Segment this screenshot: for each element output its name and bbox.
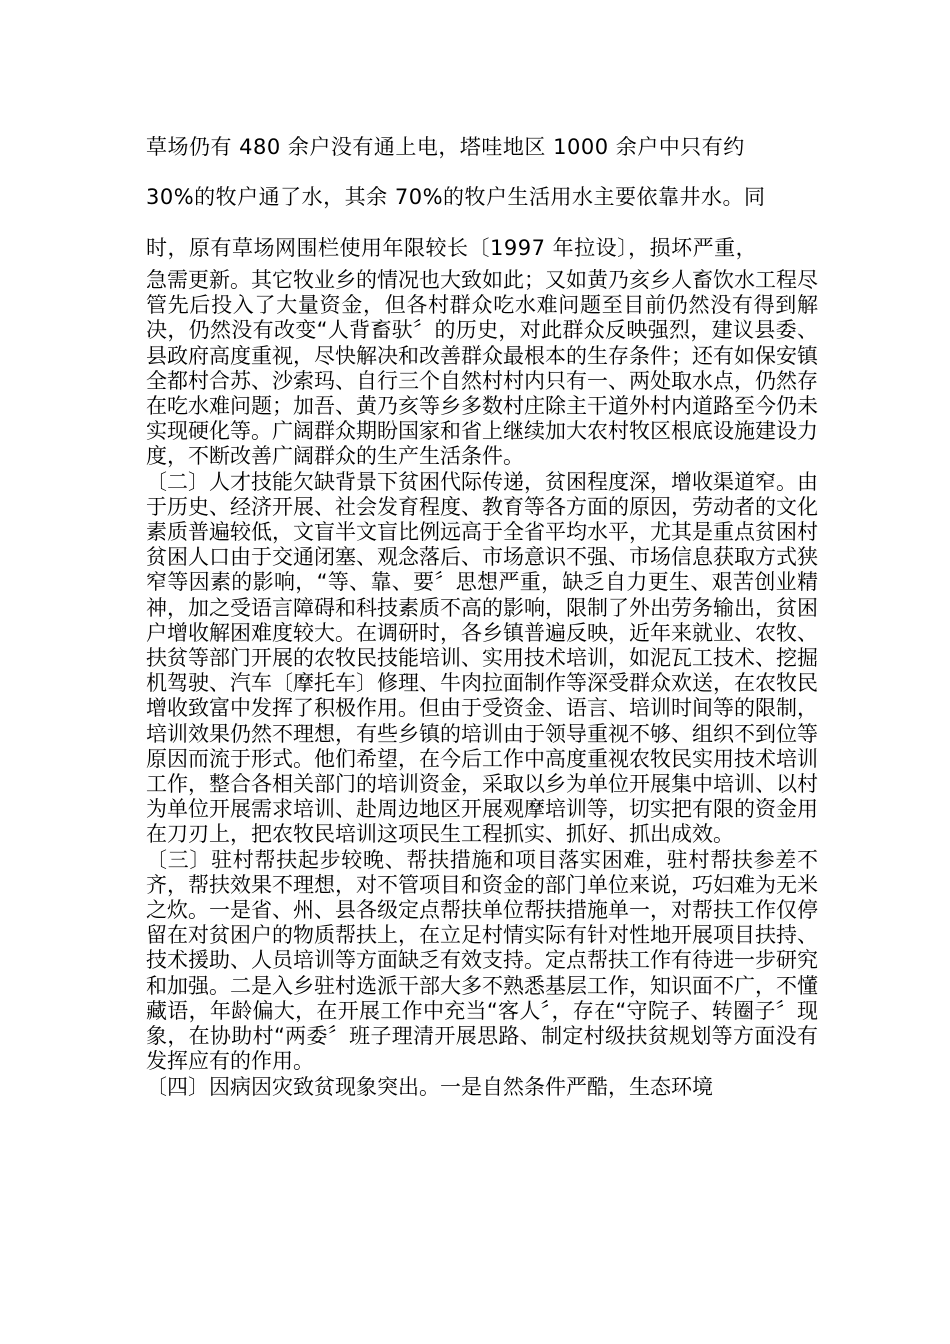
paragraph-section-two: 〔二〕人才技能欠缺背景下贫困代际传递，贫困程度深，增收渠道窄。由于历史、经济开展、社会发育程度、教育等各方面的原因，劳动者的文化素质普遍较低，文盲半文盲比例远高于全省平均水平，尤其是重点贫困村贫困人口由于交通闭塞、观念落后、市场意识不强、市场信息获取方式狭窄等因素的影响，“等、靠、要〞思想严重，缺乏自力更生、艰苦创业精神，加之受语言障碍和科技素质不高的影响，限制了外出劳务输出，贫困户增收解困难度较大。在调研时，各乡镇普遍反映，近年来就业、农牧、扶贫等部门开展的农牧民技能培训、实用技术培训，如泥瓦工技术、挖掘机驾驶、汽车〔摩托车〕修理、牛肉拉面制作等深受群众欢送，在农牧民增收致富中发挥了积极作用。但由于受资金、语言、培训时间等的限制，培训效果仍然不理想，有些乡镇的培训由于领导重视不够、组织不到位等原因而流于形式。他们希望，在今后工作中高度重视农牧民实用技术培训工作，整合各相关部门的培训资金，采取以乡为单位开展集中培训、以村为单位开展需求培训、赴周边地区开展观摩培训等，切实把有限的资金用在刀刃上，把农牧民培训这项民生工程抓实、抓好、抓出成效。 <box>146 469 818 847</box>
text-line-1: 草场仍有 480 余户没有通上电，塔哇地区 1000 余户中只有约 <box>146 135 745 159</box>
text-line-3: 时，原有草场网围栏使用年限较长〔1997 年拉设〕，损坏严重， <box>146 236 758 260</box>
paragraph-section-four: 〔四〕因病因灾致贫现象突出。一是自然条件严酷，生态环境 <box>146 1074 713 1099</box>
text-line-2: 30%的牧户通了水，其余 70%的牧户生活用水主要依靠井水。同 <box>146 185 766 209</box>
document-body <box>146 268 818 1100</box>
paragraph-section-three: 〔三〕驻村帮扶起步较晚、帮扶措施和项目落实困难，驻村帮扶参差不齐，帮扶效果不理想，对不管项目和资金的部门单位来说，巧妇难为无米之炊。一是省、州、县各级定点帮扶单位帮扶措施单一，对帮扶工作仅停留在对贫困户的物质帮扶上，在立足村情实际有针对性地开展项目扶持、技术援助、人员培训等方面缺乏有效支持。定点帮扶工作有待进一步研究和加强。二是入乡驻村选派干部大多不熟悉基层工作，知识面不广，不懂藏语，年龄偏大，在开展工作中充当“客人〞，存在“守院子、转圈子〞现象，在协助村“两委〞班子理清开展思路、制定村级扶贫规划等方面没有发挥应有的作用。 <box>146 847 818 1074</box>
paragraph-infrastructure: 急需更新。其它牧业乡的情况也大致如此；又如黄乃亥乡人畜饮水工程尽管先后投入了大量资金，但各村群众吃水难问题至目前仍然没有得到解决，仍然没有改变“人背畜驮〞的历史，对此群众反映强烈，建议县委、县政府高度重视，尽快解决和改善群众最根本的生存条件；还有如保安镇全都村合苏、沙索玛、自行三个自然村村内只有一、两处取水点，仍然存在吃水难问题；加吾、黄乃亥等乡多数村庄除主干道外村内道路至今仍未实现硬化等。广阔群众期盼国家和省上继续加大农村牧区根底设施建设力度，不断改善广阔群众的生产生活条件。 <box>146 268 818 469</box>
